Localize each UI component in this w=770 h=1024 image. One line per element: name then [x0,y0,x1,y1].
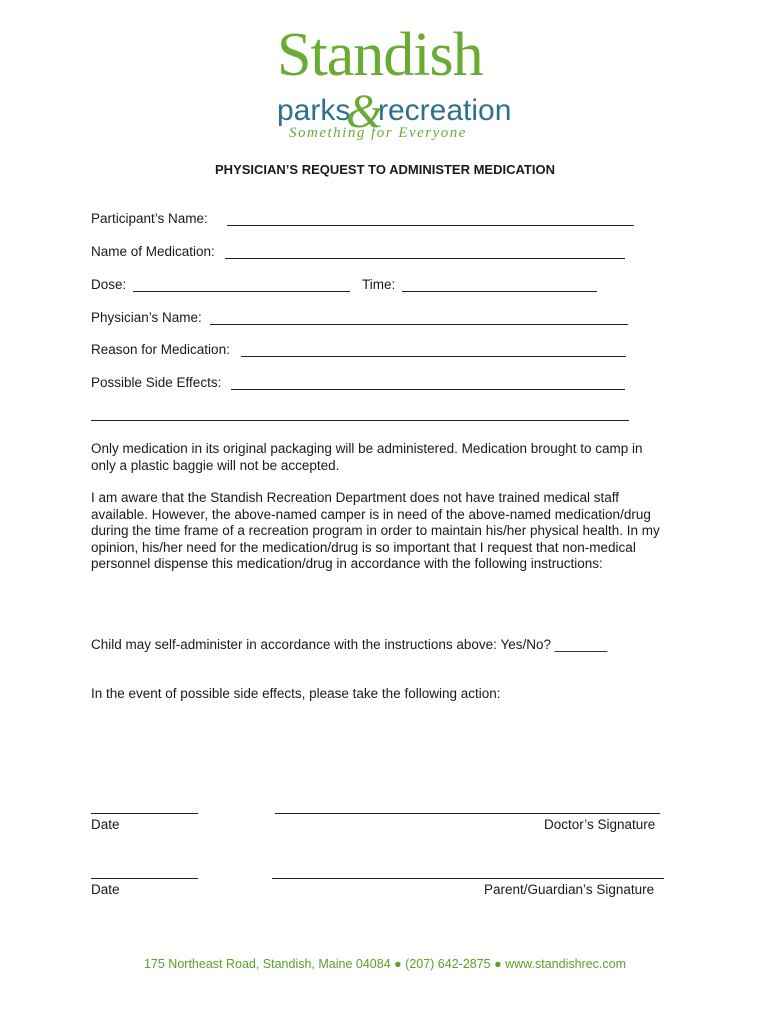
participant-name-line[interactable] [227,225,634,226]
packaging-notice: Only medication in its original packaging will be administered. Medication brought to camp in only a plastic baggie will not be accepted. [91,441,643,473]
time-label: Time: [362,277,396,292]
side-effects-line[interactable] [231,389,625,390]
logo-parks-text: parks [277,94,351,127]
logo-tagline: Something for Everyone [289,125,467,141]
time-line[interactable] [402,291,597,292]
side-effects-extra-line[interactable] [91,420,629,421]
date-line-2[interactable] [91,878,198,879]
reason-line[interactable] [241,356,626,357]
reason-label: Reason for Medication: [91,342,230,357]
medication-name-label: Name of Medication: [91,244,215,259]
side-effects-label: Possible Side Effects: [91,375,222,390]
parent-signature-label: Parent/Guardian’s Signature [484,882,655,897]
dose-label: Dose: [91,277,127,292]
date-label-2: Date [91,882,120,897]
awareness-statement: I am aware that the Standish Recreation Department does not have trained medical staff available. However, the above-named camper is in need of the above-named medication/drug during the time frame of a recreation program in order to maintain his/her physical health. In my opinion, his/her need for the medication/drug is so important that I request that non-medical personnel dispense this medication/drug in accordance with the following instructions: [91,490,660,571]
logo-standish-text: Standish [277,21,483,89]
self-administer-question: Child may self-administer in accordance with the instructions above: Yes/No? _______ [91,637,608,652]
parent-signature-line[interactable] [272,878,664,879]
logo-recreation-text: recreation [378,94,512,127]
doctor-signature-label: Doctor’s Signature [544,817,656,832]
footer-contact: 175 Northeast Road, Standish, Maine 04084 ● (207) 642-2875 ● www.standishrec.com [143,957,627,971]
date-label-1: Date [91,817,120,832]
physician-name-line[interactable] [210,324,628,325]
page-title: PHYSICIAN’S REQUEST TO ADMINISTER MEDICATION [215,162,555,177]
participant-name-label: Participant’s Name: [91,211,208,226]
date-line-1[interactable] [91,813,198,814]
logo-ampersand: & [346,85,384,138]
physician-name-label: Physician’s Name: [91,310,202,325]
medication-name-line[interactable] [225,258,625,259]
side-effect-action-prompt: In the event of possible side effects, please take the following action: [91,686,501,701]
doctor-signature-line[interactable] [275,813,660,814]
dose-line[interactable] [133,291,350,292]
